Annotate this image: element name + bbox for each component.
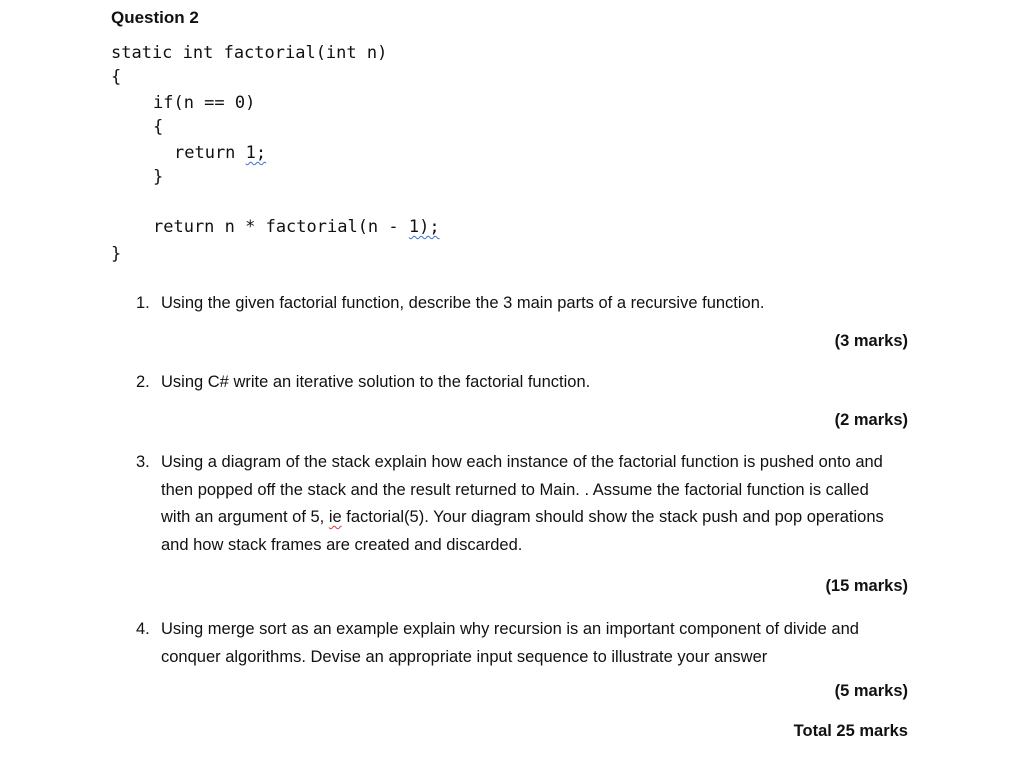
question-number: 1. [136,294,150,312]
code-return-value: 1; [245,143,267,163]
code-line-if-open-brace: { [153,117,164,137]
marks-label: (3 marks) [834,332,908,350]
code-return-recursive-text: return n * factorial(n - [153,217,409,237]
total-marks: Total 25 marks [793,722,908,740]
question-text: Using merge sort as an example explain why recursion is an important component of divide and conquer algorithms. Devise an appropriate input sequence to illustrate your answer [161,620,859,666]
question-text-ie: ie [328,508,342,526]
question-text: Using the given factorial function, describe the 3 main parts of a recursive function. [161,294,765,312]
marks-label: (15 marks) [825,577,908,595]
question-number: 3. [136,453,150,471]
code-return-keyword: return [174,143,246,163]
code-line-return-recursive [153,216,440,238]
question-number: 4. [136,620,150,638]
code-line-if: if(n == 0) [153,93,256,113]
question-text-part: Using a diagram of the stack explain how each instance of the factorial function is pushed onto and then popped off the stack and the result returned to Main. . Assume the factorial function is called with an argument of 5, [161,453,883,526]
question-heading: Question 2 [111,8,199,27]
question-number: 2. [136,373,150,391]
question-text [161,449,896,559]
code-line-close-brace: } [111,244,122,264]
code-line-if-close-brace: } [153,167,164,187]
question-text-part: factorial(5). Your diagram should show the stack push and pop operations and how stack frames are created and discarded. [161,508,884,554]
question-text: Using C# write an iterative solution to the factorial function. [161,373,591,391]
code-line-signature: static int factorial(int n) [111,43,388,63]
marks-label: (5 marks) [834,682,908,700]
code-line-return-1 [174,142,266,164]
code-return-recursive-value: 1); [408,217,440,237]
code-line-open-brace: { [111,67,122,87]
marks-label: (2 marks) [834,411,908,429]
